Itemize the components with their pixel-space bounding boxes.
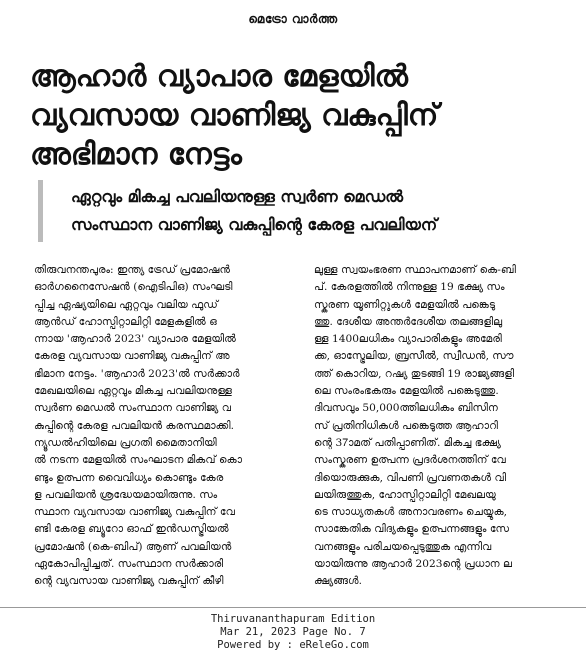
article-line: സ്വർണ മെഡൽ സംസ്ഥാന വാണിജ്യ വ — [34, 402, 232, 415]
article-line: ദിവസവും 50,000ത്തിലധികം ബിസിന — [314, 402, 498, 415]
article-line: ള പവലിയൻ ശ്രദ്ധേയമായിരുന്നു. സം — [34, 488, 218, 501]
article-line: ൽ നടന്ന മേളയിൽ സംഘാടന മികവ് കൊ — [34, 454, 243, 467]
article-line: ദിയൊരുക്കുക, വിപണി പ്രവണതകൾ വി — [314, 471, 507, 484]
article-line: ഓർഗനൈസേഷൻ (ഐടിപിഒ) സംഘടി — [34, 281, 233, 294]
article-line: കേരള വ്യവസായ വാണിജ്യ വകുപ്പിന് അ — [34, 350, 230, 363]
article-line: ത്തു. ദേശീയ അന്തർദേശീയ തലങ്ങളിലു — [314, 315, 503, 328]
article-line: ണ്ടും ഉത്പന്ന വൈവിധ്യം കൊണ്ടും കേര — [34, 471, 224, 484]
article-line: ഏകോപിപ്പിച്ചത്. സംസ്ഥാന സർക്കാരി — [34, 558, 224, 571]
article-line: സ്കരണ യൂണിറ്റുകൾ മേളയിൽ പങ്കെടു — [314, 298, 496, 311]
headline-line-1: ആഹാർ വ്യാപാര മേളയിൽ — [30, 59, 408, 94]
article-column-2 — [314, 262, 576, 591]
article-line: ത്ത് കൊറിയ, റഷ്യ തുടങ്ങി 19 രാജ്യങ്ങളി — [314, 367, 515, 380]
article-line: സ്ഥാന വ്യവസായ വാണിജ്യ വകുപ്പിന് വേ — [34, 506, 235, 519]
article-line: വനങ്ങളും പരിചയപ്പെടുത്തുക എന്നിവ — [314, 540, 492, 553]
article-line: തിരുവനന്തപുരം: ഇന്ത്യ ട്രേഡ് പ്രമോഷൻ — [34, 264, 231, 276]
article-line: ന്റെ 37ാമത് പതിപ്പാണിത്. മികച്ച ഭക്ഷ്യ — [314, 436, 501, 449]
subheadline-line-2: സംസ്ഥാന വാണിജ്യ വകുപ്പിന്റെ കേരള പവലിയന് — [71, 215, 438, 234]
headline-line-3: അഭിമാന നേട്ടം — [30, 137, 242, 172]
article-line: പ്പിച്ച ഏഷ്യയിലെ ഏറ്റവും വലിയ ഫുഡ് — [34, 298, 218, 311]
article-line: ന്യൂഡൽഹിയിലെ പ്രഗതി മൈതാനിയി — [34, 436, 217, 449]
subheadline-box — [38, 180, 583, 242]
footer-divider — [0, 607, 586, 608]
article-line: സ് പ്രതിനിധികൾ പങ്കെടുത്ത ആഹാറി — [314, 419, 498, 432]
headline-line-2: വ്യവസായ വാണിജ്യ വകുപ്പിന് — [30, 98, 439, 133]
article-line: ലെ സംരംഭകരും മേളയിൽ പങ്കെടുത്തു. — [314, 385, 499, 398]
article-line: സംസ്കരണ ഉത്പന്ന പ്രദർശനത്തിന് വേ — [314, 454, 506, 467]
footer-edition: Thiruvananthapuram Edition — [210, 613, 376, 625]
article-line: യായിരുന്നു ആഹാർ 2023ന്റെ പ്രധാന ല — [314, 558, 513, 571]
article-line: ണ്ടി കേരള ബ്യൂറോ ഓഫ് ഇൻഡസ്ട്രിയൽ — [34, 523, 229, 536]
article-line: ക്ഷ്യങ്ങൾ. — [314, 575, 363, 588]
article-line: കുപ്പിന്റെ കേരള പവലിയൻ കരസ്ഥമാക്കി. — [34, 419, 234, 432]
article-column-1 — [34, 262, 296, 591]
article-line: മേഖലയിലെ ഏറ്റവും മികച്ച പവലിയനുള്ള — [34, 385, 233, 398]
article-line: ന്നായ 'ആഹാർ 2023' വ്യാപാര മേളയിൽ — [34, 333, 236, 346]
article-line: ഭിമാന നേട്ടം. 'ആഹാർ 2023'ൽ സർക്കാർ — [34, 367, 240, 380]
article-line: ലയിരുത്തുക, ഹോസ്പിറ്റാലിറ്റി മേഖലയു — [314, 488, 496, 501]
footer-powered-by: Powered by : eReleGo.com — [217, 639, 369, 651]
article-line: ആൻഡ് ഹോസ്പിറ്റാലിറ്റി മേളകളിൽ ഒ — [34, 315, 217, 328]
masthead: മെട്രോ വാർത്ത — [248, 12, 338, 26]
article-line: ക്ക, ഓസ്ട്രേലിയ, ബ്രസീൽ, സ്വീഡൻ, സൗ — [314, 350, 514, 363]
article-line: ള്ള 1400ലധികം വ്യാപാരികളും അമേരി — [314, 333, 502, 346]
article-line: പ്. കേരളത്തിൽ നിന്നുള്ള 19 ഭക്ഷ്യ സം — [314, 281, 505, 294]
article-line: ടെ സാധ്യതകൾ അനാവരണം ചെയ്യുക, — [314, 506, 508, 519]
footer-date-page: Mar 21, 2023 Page No. 7 — [220, 626, 366, 638]
article-line: ന്റെ വ്യവസായ വാണിജ്യ വകുപ്പിന് കീഴി — [34, 575, 224, 588]
article-line: സാങ്കേതിക വിദ്യകളും ഉത്പന്നങ്ങളും സേ — [314, 523, 510, 536]
subheadline-line-1: ഏറ്റവും മികച്ച പവലിയനുള്ള സ്വർണ മെഡൽ — [71, 187, 404, 206]
footer — [0, 613, 586, 652]
article-line: ലുള്ള സ്വയംഭരണ സ്ഥാപനമാണ് കെ-ബി — [314, 264, 516, 276]
article-line: പ്രമോഷൻ (കെ-ബിപ്) ആണ് പവലിയൻ — [34, 540, 232, 553]
